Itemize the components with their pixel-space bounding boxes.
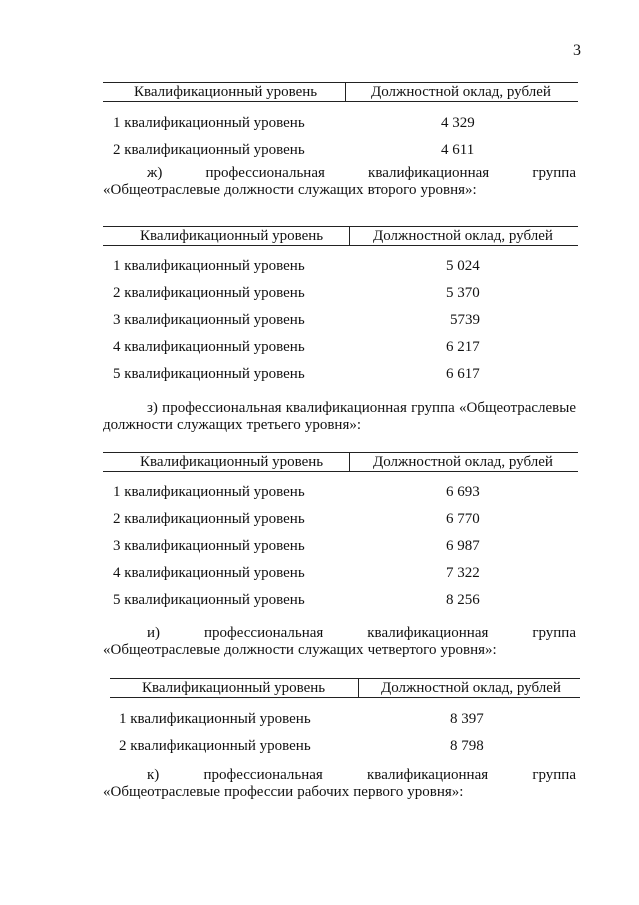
salary-cell: 6 617	[446, 366, 480, 382]
paragraph-text: к) профессиональная квалификационная группа «Общеотраслевые профессии рабочих первого уровня»:	[103, 767, 576, 800]
level-cell: 3 квалификационный уровень	[113, 538, 305, 554]
level-cell: 1 квалификационный уровень	[113, 258, 305, 274]
table-row	[103, 506, 578, 533]
column-divider	[358, 679, 359, 697]
salary-cell: 4 611	[441, 142, 475, 158]
salary-table-4	[110, 678, 580, 760]
level-cell: 1 квалификационный уровень	[113, 484, 305, 500]
salary-cell: 8 256	[446, 592, 480, 608]
level-cell: 2 квалификационный уровень	[113, 511, 305, 527]
salary-cell: 7 322	[446, 565, 480, 581]
salary-cell: 8 397	[450, 711, 484, 727]
column-header-salary: Должностной оклад, рублей	[373, 228, 553, 244]
column-header-salary: Должностной оклад, рублей	[371, 84, 551, 100]
table-row	[103, 110, 578, 137]
section-paragraph-zh	[103, 165, 576, 199]
column-header-salary: Должностной оклад, рублей	[373, 454, 553, 470]
salary-cell: 5739	[450, 312, 480, 328]
table-row	[110, 706, 580, 733]
level-cell: 4 квалификационный уровень	[113, 339, 305, 355]
page-number: 3	[573, 42, 581, 59]
table-row	[103, 334, 578, 361]
table-header	[103, 82, 578, 102]
level-cell: 2 квалификационный уровень	[113, 142, 305, 158]
column-header-level: Квалификационный уровень	[134, 84, 318, 100]
salary-table-2	[103, 226, 578, 388]
salary-cell: 4 329	[441, 115, 475, 131]
table-row	[103, 253, 578, 280]
level-cell: 5 квалификационный уровень	[113, 592, 305, 608]
column-divider	[349, 227, 350, 245]
table-row	[110, 733, 580, 760]
paragraph-text: з) профессиональная квалификационная группа «Общеотраслевые должности служащих третьего уровня»:	[103, 400, 576, 433]
table-row	[103, 587, 578, 614]
column-header-level: Квалификационный уровень	[142, 680, 326, 696]
salary-cell: 6 770	[446, 511, 480, 527]
salary-cell: 6 693	[446, 484, 480, 500]
table-header	[110, 678, 580, 698]
level-cell: 2 квалификационный уровень	[113, 285, 305, 301]
section-paragraph-i	[103, 625, 576, 659]
column-header-salary: Должностной оклад, рублей	[381, 680, 561, 696]
salary-cell: 5 370	[446, 285, 480, 301]
level-cell: 1 квалификационный уровень	[119, 711, 311, 727]
level-cell: 5 квалификационный уровень	[113, 366, 305, 382]
paragraph-text: ж) профессиональная квалификационная группа «Общеотраслевые должности служащих второго уровня»:	[103, 165, 576, 198]
table-row	[103, 560, 578, 587]
salary-table-1	[103, 82, 578, 164]
table-row	[103, 361, 578, 388]
salary-table-3	[103, 452, 578, 614]
section-paragraph-z	[103, 400, 576, 434]
column-header-level: Квалификационный уровень	[140, 228, 324, 244]
section-paragraph-k	[103, 767, 576, 801]
salary-cell: 6 217	[446, 339, 480, 355]
salary-cell: 8 798	[450, 738, 484, 754]
table-row	[103, 280, 578, 307]
level-cell: 1 квалификационный уровень	[113, 115, 305, 131]
table-row	[103, 479, 578, 506]
salary-cell: 5 024	[446, 258, 480, 274]
paragraph-text: и) профессиональная квалификационная группа «Общеотраслевые должности служащих четвертого уровня»:	[103, 625, 576, 658]
table-row	[103, 533, 578, 560]
table-header	[103, 452, 578, 472]
column-divider	[349, 453, 350, 471]
level-cell: 2 квалификационный уровень	[119, 738, 311, 754]
table-header	[103, 226, 578, 246]
level-cell: 4 квалификационный уровень	[113, 565, 305, 581]
column-divider	[345, 83, 346, 101]
salary-cell: 6 987	[446, 538, 480, 554]
table-row	[103, 307, 578, 334]
column-header-level: Квалификационный уровень	[140, 454, 324, 470]
level-cell: 3 квалификационный уровень	[113, 312, 305, 328]
table-row	[103, 137, 578, 164]
